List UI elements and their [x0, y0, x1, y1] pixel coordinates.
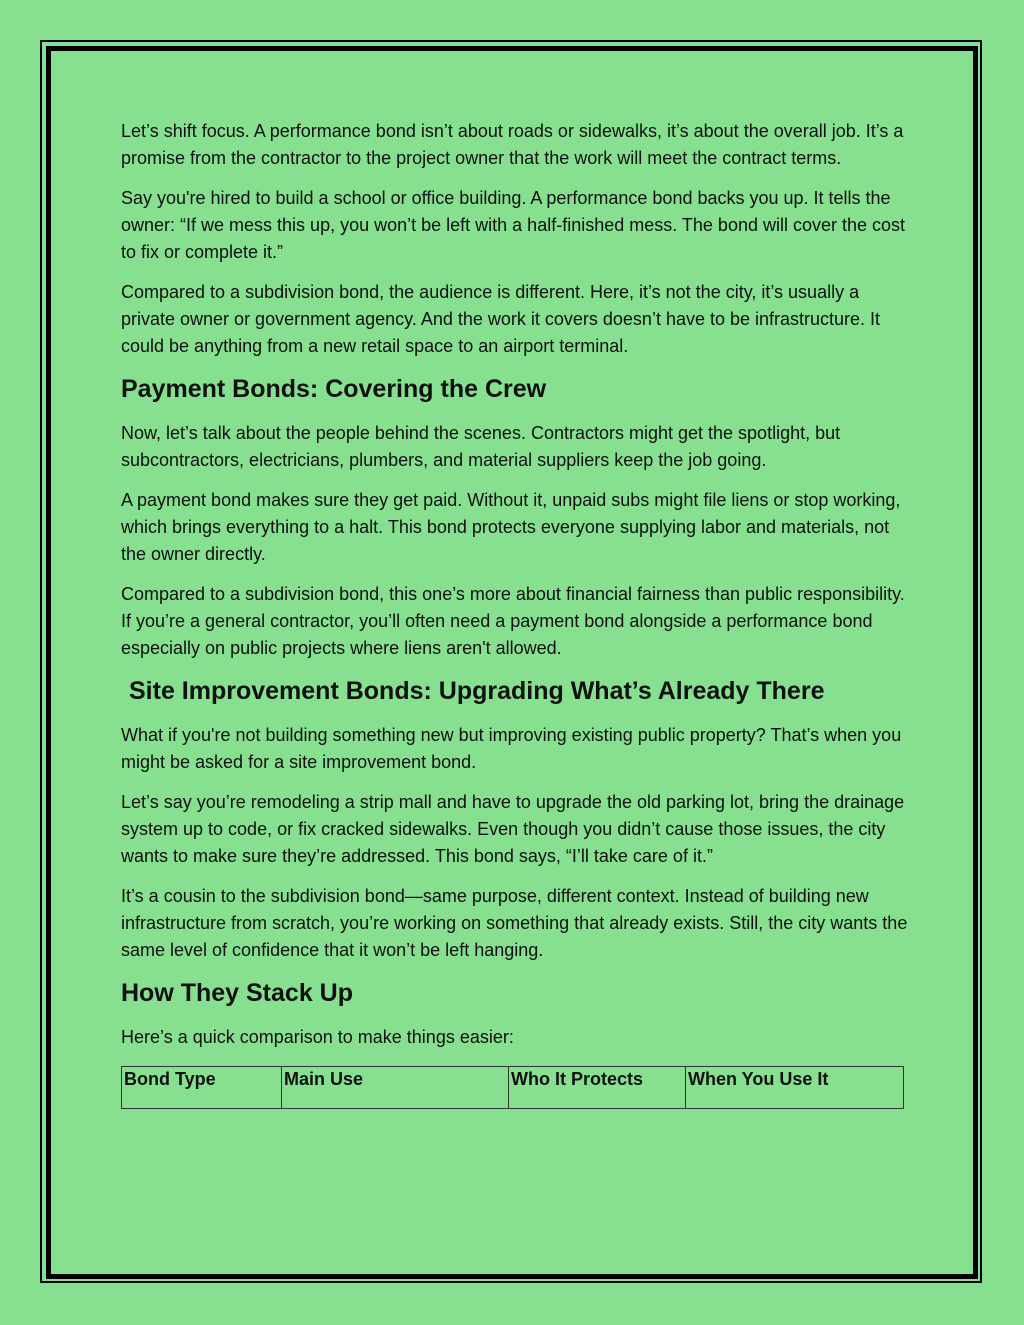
payment-paragraph-3: Compared to a subdivision bond, this one’s more about financial fairness than public responsibility. If you’re a general contractor, you’ll often need a payment bond alongside a performance bond especially on public projects where liens aren't allowed. — [121, 584, 905, 658]
table-header-row — [122, 1067, 904, 1109]
payment-paragraph-2: A payment bond makes sure they get paid. Without it, unpaid subs might file liens or stop working, which brings everything to a halt. This bond protects everyone supplying labor and materials, not the owner directly. — [121, 490, 901, 564]
table-header-who-it-protects: Who It Protects — [509, 1067, 686, 1109]
payment-paragraph-1: Now, let’s talk about the people behind the scenes. Contractors might get the spotlight, but subcontractors, electricians, plumbers, and material suppliers keep the job going. — [121, 423, 841, 470]
table-header-when-you-use-it: When You Use It — [686, 1067, 904, 1109]
comparison-heading: How They Stack Up — [121, 979, 353, 1007]
comparison-table — [121, 1066, 904, 1109]
intro-paragraph-2: Say you're hired to build a school or office building. A performance bond backs you up. It tells the owner: “If we mess this up, you won’t be left with a half-finished mess. The bond will cover the cost to fix or complete it.” — [121, 188, 906, 262]
table-header-main-use: Main Use — [282, 1067, 509, 1109]
table-header-bond-type: Bond Type — [122, 1067, 282, 1109]
site-paragraph-2: Let’s say you’re remodeling a strip mall and have to upgrade the old parking lot, bring the drainage system up to code, or fix cracked sidewalks. Even though you didn’t cause those issues, the city wants to make sure they’re addressed. This bond says, “I’ll take care of it.” — [121, 792, 905, 866]
intro-paragraph-3: Compared to a subdivision bond, the audience is different. Here, it’s not the city, it’s usually a private owner or government agency. And the work it covers doesn’t have to be infrastructure. It could be anything from a new retail space to an airport terminal. — [121, 282, 881, 356]
site-paragraph-3: It’s a cousin to the subdivision bond—same purpose, different context. Instead of building new infrastructure from scratch, you’re working on something that already exists. Still, the city wants the same level of confidence that it won’t be left hanging. — [121, 886, 908, 960]
site-paragraph-1: What if you're not building something new but improving existing public property? That’s when you might be asked for a site improvement bond. — [121, 725, 902, 772]
payment-bonds-heading: Payment Bonds: Covering the Crew — [121, 375, 547, 403]
intro-paragraph-1: Let’s shift focus. A performance bond isn’t about roads or sidewalks, it’s about the overall job. It’s a promise from the contractor to the project owner that the work will meet the contract terms. — [121, 121, 904, 168]
document-body — [121, 118, 911, 1109]
site-improvement-heading: Site Improvement Bonds: Upgrading What’s Already There — [129, 677, 825, 705]
comparison-intro: Here’s a quick comparison to make things easier: — [121, 1027, 514, 1047]
